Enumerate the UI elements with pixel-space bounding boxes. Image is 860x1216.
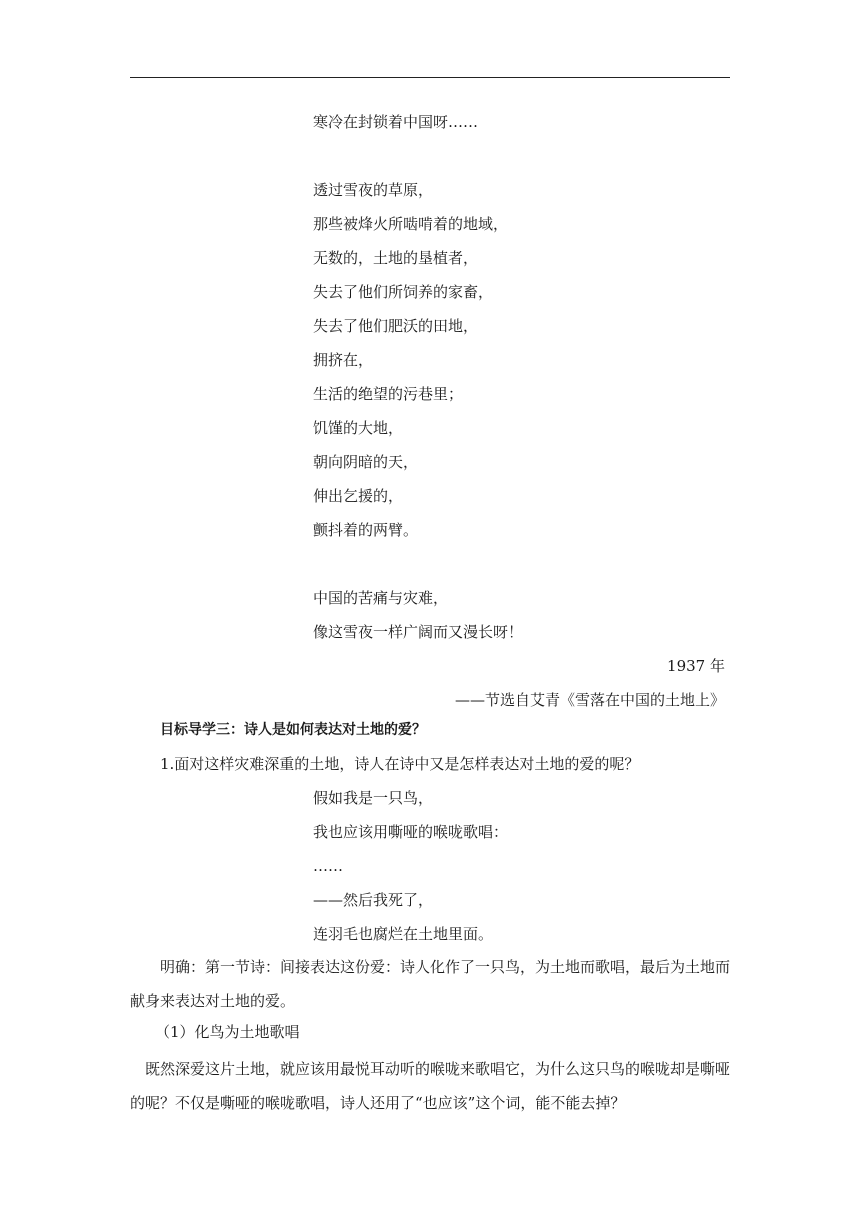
poem-line: 像这雪夜一样广阔而又漫长呀！: [313, 623, 524, 641]
section-heading: 目标导学三：诗人是如何表达对土地的爱？: [160, 722, 426, 738]
poem-line: 寒冷在封锁着中国呀……: [313, 113, 479, 131]
poem-line: 我也应该用嘶哑的喉咙歌唱：: [313, 823, 509, 841]
poem-line: 无数的，土地的垦植者，: [313, 249, 479, 267]
poem-year: 1937 年: [667, 657, 725, 675]
poem-line: 连羽毛也腐烂在土地里面。: [313, 925, 494, 943]
header-rule: [130, 77, 730, 78]
poem-source: ——节选自艾青《雪落在中国的土地上》: [454, 691, 725, 709]
poem-line: 朝向阴暗的天，: [313, 453, 419, 471]
poem-line: ——然后我死了，: [313, 891, 434, 909]
poem-line: 失去了他们肥沃的田地，: [313, 317, 479, 335]
poem-line: 拥挤在，: [313, 351, 374, 369]
poem-line: 假如我是一只鸟，: [313, 789, 434, 807]
body-paragraph: 既然深爱这片土地，就应该用最悦耳动听的喉咙来歌唱它，为什么这只鸟的喉咙却是嘶哑的呢？不仅是嘶哑的喉咙歌唱，诗人还用了“也应该”这个词，能不能去掉？: [130, 1060, 731, 1112]
poem-line: ……: [313, 857, 343, 875]
poem-line: 饥馑的大地，: [313, 419, 404, 437]
poem-line: 中国的苦痛与灾难，: [313, 589, 449, 607]
sub-heading: （1）化鸟为土地歌唱: [155, 1023, 300, 1041]
poem-line: 失去了他们所饲养的家畜，: [313, 283, 494, 301]
clarify-paragraph: 明确：第一节诗：间接表达这份爱：诗人化作了一只鸟，为土地而歌唱，最后为土地而献身来表达对土地的爱。: [130, 958, 731, 1010]
poem-line: 生活的绝望的污巷里；: [313, 385, 464, 403]
poem-line: 那些被烽火所啮啃着的地域，: [313, 215, 509, 233]
poem-line: 颤抖着的两臂。: [313, 521, 419, 539]
poem-line: 伸出乞援的，: [313, 487, 404, 505]
poem-line: 透过雪夜的草原，: [313, 181, 434, 199]
question-text: 1.面对这样灾难深重的土地，诗人在诗中又是怎样表达对土地的爱的呢？: [160, 755, 640, 773]
